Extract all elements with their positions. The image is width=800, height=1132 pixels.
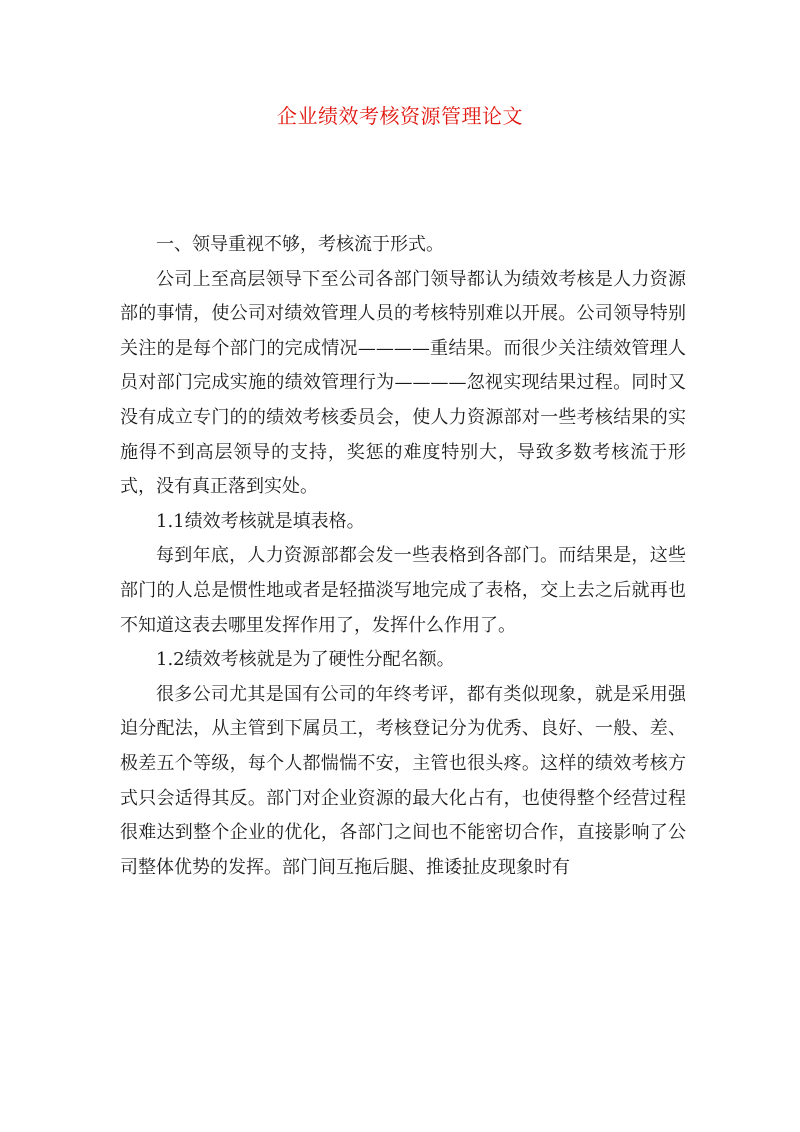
paragraph: 公司上至高层领导下至公司各部门领导都认为绩效考核是人力资源部的事情，使公司对绩效管理人员的考核特别难以开展。公司领导特别关注的是每个部门的完成情况————重结果。而很少关注绩效管理人员对部门完成实施的绩效管理行为————忽视实现结果过程。同时又没有成立专门的的绩效考核委员会，使人力资源部对一些考核结果的实施得不到高层领导的支持，奖惩的难度特别大，导致多数考核流于形式，没有真正落到实处。 [120,268,686,498]
paragraph: 很多公司尤其是国有公司的年终考评，都有类似现象，就是采用强迫分配法，从主管到下属员工，考核登记分为优秀、良好、一般、差、极差五个等级，每个人都惴惴不安，主管也很头疼。这样的绩效考核方式只会适得其反。部门对企业资源的最大化占有，也使得整个经营过程很难达到整个企业的优化，各部门之间也不能密切合作，直接影响了公司整体优势的发挥。部门间互拖后腿、推诿扯皮现象时有 [120,683,686,878]
document-title: 企业绩效考核资源管理论文 [277,104,523,128]
document-body [120,228,686,885]
section-heading-1: 一、领导重视不够，考核流于形式。 [156,234,444,255]
subsection-heading-1-2: 1.2绩效考核就是为了硬性分配名额。 [156,649,455,671]
subsection-heading-1-1: 1.1绩效考核就是填表格。 [156,510,365,532]
paragraph: 每到年底，人力资源部都会发一些表格到各部门。而结果是，这些部门的人总是惯性地或者是轻描淡写地完成了表格，交上去之后就再也不知道这表去哪里发挥作用了，发挥什么作用了。 [120,545,686,636]
